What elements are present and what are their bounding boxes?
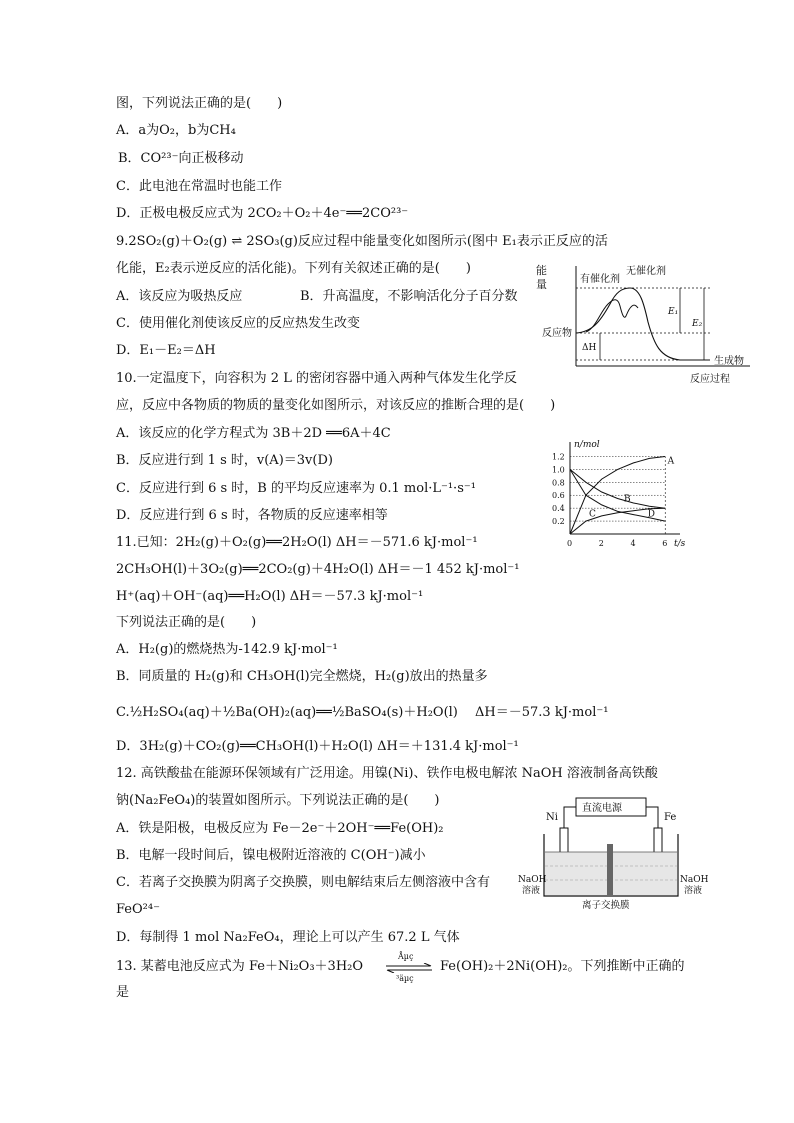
q11-option-d: D．3H₂(g)＋CO₂(g)══CH₃OH(l)＋H₂O(l) ΔH＝＋131.4 kJ·mol⁻¹	[116, 739, 519, 754]
y-tick-label: 0.4	[552, 504, 565, 514]
membrane-label: 离子交换膜	[582, 900, 630, 911]
fe-label: Fe	[664, 812, 677, 823]
naoh-right-label-1: NaOH	[680, 875, 708, 885]
q10-line1: 10.一定温度下，向容积为 2 L 的密闭容器中通入两种气体发生化学反	[116, 371, 517, 386]
q12-line2: 钠(Na₂FeO₄)的装置如图所示。下列说法正确的是( )	[116, 793, 440, 808]
q9-option-d: D．E₁－E₂＝ΔH	[116, 343, 216, 358]
dh-label: ΔH	[582, 343, 597, 353]
q11-line1: 11.已知：2H₂(g)＋O₂(g)══2H₂O(l) ΔH＝－571.6 kJ·mol⁻¹	[116, 535, 478, 550]
arrow-top-label: Åµç	[398, 952, 414, 961]
ni-label: Ni	[546, 812, 558, 823]
energy-diagram	[530, 262, 760, 384]
y-tick-label: 0.8	[552, 478, 565, 488]
q11-option-c: C.½H₂SO₄(aq)＋½Ba(OH)₂(aq)══½BaSO₄(s)＋H₂O(l) ΔH＝－57.3 kJ·mol⁻¹	[116, 705, 609, 720]
q8-option-a: A．a为O₂，b为CH₄	[116, 123, 236, 138]
electrolysis-apparatus	[518, 794, 708, 912]
y-tick-label: 1.2	[552, 452, 565, 462]
q8-option-d: D．正极电极反应式为 2CO₂＋O₂＋4e⁻══2CO²³⁻	[116, 206, 409, 221]
x-tick-label: 0	[567, 539, 573, 548]
products-label: 生成物	[714, 356, 744, 367]
q11-line2: 2CH₃OH(l)＋3O₂(g)══2CO₂(g)＋4H₂O(l) ΔH＝－1 452 kJ·mol⁻¹	[116, 562, 520, 577]
y-tick-label: 1.0	[552, 465, 565, 475]
arrow-bottom-label: ³äµç	[396, 974, 414, 983]
e1-label: E₁	[668, 307, 679, 317]
y-tick-label: 0.2	[552, 517, 565, 527]
naoh-left-label-1: NaOH	[518, 875, 547, 885]
amount-time-chart	[548, 438, 688, 548]
series-line-b	[570, 469, 665, 508]
y-tick-label: 0.6	[552, 491, 565, 501]
q10-option-b: B．反应进行到 1 s 时，v(A)＝3v(D)	[116, 453, 333, 468]
power-supply-label: 直流电源	[582, 803, 622, 814]
x-axis-label: t/s	[674, 539, 686, 548]
q8-option-c: C．此电池在常温时也能工作	[116, 179, 282, 194]
q13-line2: 是	[116, 985, 130, 1000]
q12-option-c: C．若离子交换膜为阴离子交换膜，则电解结束后左侧溶液中含有	[116, 875, 490, 890]
q11-option-a: A．H₂(g)的燃烧热为-142.9 kJ·mol⁻¹	[116, 642, 338, 657]
naoh-right-label-2: 溶液	[684, 886, 703, 896]
energy-y-label-2: 量	[536, 278, 547, 291]
series-label-a: A	[667, 456, 675, 467]
x-tick-label: 4	[630, 539, 636, 548]
q10-line2: 应，反应中各物质的物质的量变化如图所示，对该反应的推断合理的是( )	[116, 398, 556, 413]
reactants-label: 反应物	[542, 328, 572, 339]
e2-label: E₂	[692, 319, 703, 329]
q10-option-a: A．该反应的化学方程式为 3B＋2D ══6A＋4C	[116, 426, 391, 441]
series-label-c: C	[589, 509, 596, 520]
charge-discharge-arrow	[384, 952, 434, 986]
q9-line1: 9.2SO₂(g)＋O₂(g) ⇌ 2SO₃(g)反应过程中能量变化如图所示(图中 E₁表示正反应的活	[116, 234, 608, 249]
q12-option-b: B．电解一段时间后，镍电极附近溶液的 C(OH⁻)减小	[116, 848, 426, 863]
energy-x-label: 反应过程	[690, 374, 730, 384]
q9-option-c: C．使用催化剂使该反应的反应热发生改变	[116, 316, 360, 331]
energy-y-label-1: 能	[536, 264, 547, 277]
x-tick-label: 2	[598, 539, 604, 548]
q12-option-a: A．铁是阳极，电极反应为 Fe－2e⁻＋2OH⁻══Fe(OH)₂	[116, 821, 444, 836]
q9-option-b: B．升高温度，不影响活化分子百分数	[300, 289, 518, 304]
catalyst-label: 有催化剂	[580, 274, 620, 285]
series-label-b: B	[623, 494, 631, 505]
q10-option-c: C．反应进行到 6 s 时，B 的平均反应速率为 0.1 mol·L⁻¹·s⁻¹	[116, 481, 476, 496]
q12-option-d: D．每制得 1 mol Na₂FeO₄，理论上可以产生 67.2 L 气体	[116, 930, 460, 945]
q11-line3: H⁺(aq)＋OH⁻(aq)══H₂O(l) ΔH＝－57.3 kJ·mol⁻¹	[116, 589, 424, 604]
ion-exchange-membrane	[607, 844, 613, 895]
q9-line2: 化能，E₂表示逆反应的活化能)。下列有关叙述正确的是( )	[116, 261, 471, 276]
q9-option-a: A．该反应为吸热反应	[116, 289, 243, 304]
naoh-left-label-2: 溶液	[522, 886, 541, 896]
no-catalyst-label: 无催化剂	[626, 266, 666, 277]
q12-option-c-cont: FeO²⁴⁻	[116, 902, 160, 917]
q11-line4: 下列说法正确的是( )	[116, 615, 257, 630]
q13-line1-b: Fe(OH)₂＋2Ni(OH)₂。下列推断中正确的	[440, 959, 685, 974]
q8-stem: 图，下列说法正确的是( )	[116, 96, 283, 111]
q12-line1: 12. 高铁酸盐在能源环保领域有广泛用途。用镍(Ni)、铁作电极电解浓 NaOH 溶液制备高铁酸	[116, 766, 658, 781]
q8-option-b: B．CO²³⁻向正极移动	[118, 151, 244, 166]
x-tick-label: 6	[662, 539, 668, 548]
series-label-d: D	[647, 509, 655, 520]
q10-option-d: D．反应进行到 6 s 时，各物质的反应速率相等	[116, 508, 388, 523]
q13-line1-a: 13. 某蓄电池反应式为 Fe＋Ni₂O₃＋3H₂O	[116, 959, 364, 974]
y-axis-label: n/mol	[574, 440, 600, 450]
q11-option-b: B．同质量的 H₂(g)和 CH₃OH(l)完全燃烧，H₂(g)放出的热量多	[116, 669, 488, 684]
